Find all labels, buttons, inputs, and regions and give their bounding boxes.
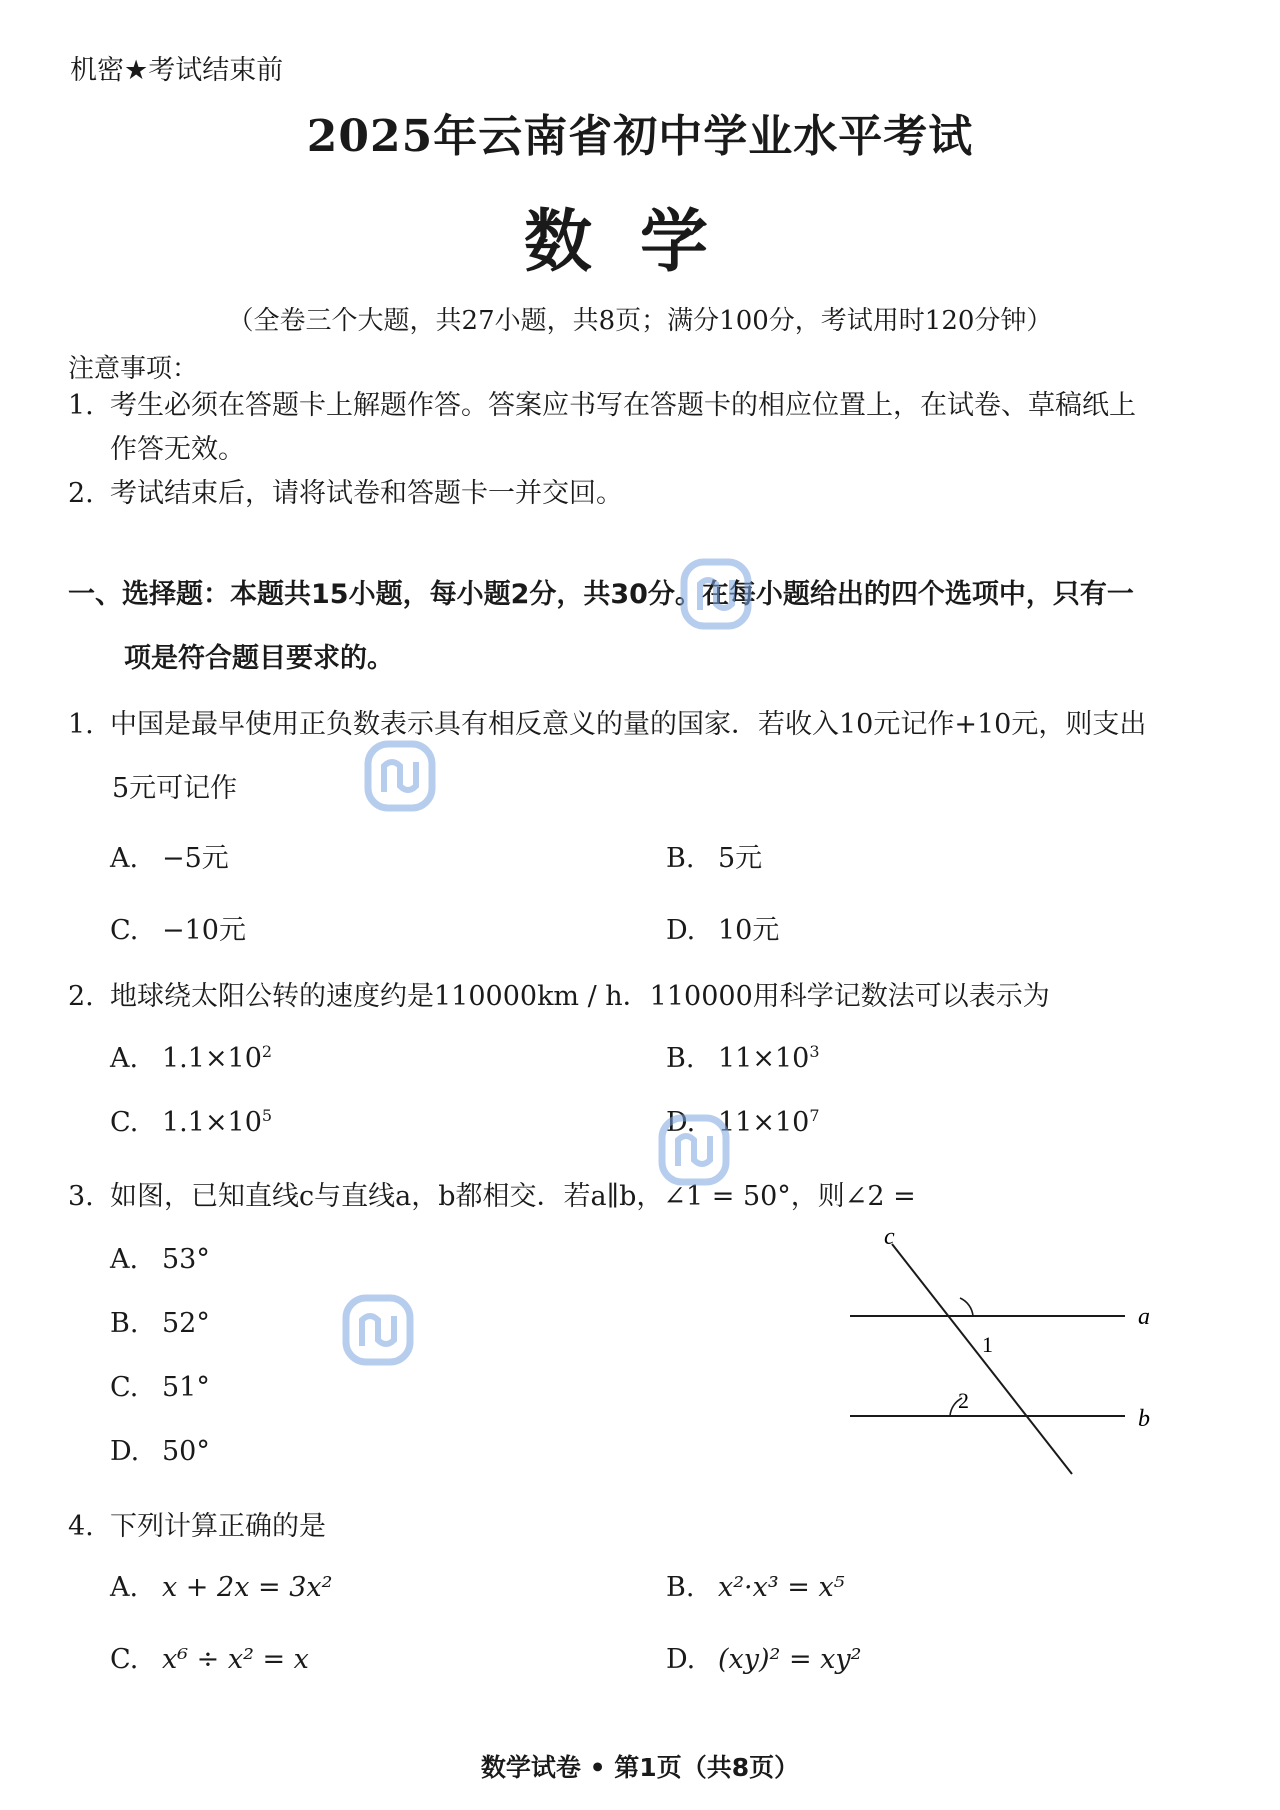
option-text: 51° [162,1372,210,1403]
option-text: 1.1×10 [162,1107,262,1138]
question-text: 下列计算正确的是 [110,1511,326,1542]
exam-title: 2025年云南省初中学业水平考试 [306,111,974,162]
option-text: −10元 [162,915,246,946]
question-number: 2. [68,981,94,1012]
option-b [666,836,762,875]
option-exponent: 3 [809,1042,820,1061]
label-angle-2: 2 [958,1388,969,1413]
label-angle-1: 1 [982,1332,993,1357]
page-footer: 数学试卷 • 第1页（共8页） [480,1753,800,1782]
option-label: C. [110,1644,139,1675]
watermark-logo-icon [676,554,756,634]
option-label: A. [110,1572,139,1603]
angle-1-arc [960,1298,973,1316]
question-text-continued: 5元可记作 [112,773,238,804]
watermark-logo-icon [654,1110,734,1190]
option-label: D. [110,1436,140,1467]
option-text: 1.1×10 [162,1043,262,1074]
option-d [666,1644,861,1675]
option-label: D. [666,915,696,946]
question-number: 4. [68,1511,94,1542]
note-text: 考生必须在答题卡上解题作答。答案应书写在答题卡的相应位置上，在试卷、草稿纸上 [110,390,1136,421]
option-text: 53° [162,1244,210,1275]
question-number: 3. [68,1181,94,1212]
option-exponent: 7 [809,1106,820,1125]
option-c [110,1106,272,1138]
note-text-continued: 作答无效。 [110,434,245,465]
question-text: 如图，已知直线c与直线a，b都相交．若a∥b，∠1 = 50°，则∠2 = [110,1181,916,1212]
option-label: C. [110,915,139,946]
option-text: 10元 [718,915,780,946]
question-4 [68,1504,1228,1543]
option-b [666,1572,845,1603]
note-item [68,472,1218,516]
option-text: (xy)² = xy² [718,1644,862,1675]
watermark-logo-icon [338,1290,418,1370]
option-label: C. [110,1107,139,1138]
option-label: B. [666,1572,695,1603]
label-a: a [1138,1304,1150,1330]
question-number: 1. [68,709,94,740]
question-text: 地球绕太阳公转的速度约是110000km / h．110000用科学记数法可以表示为 [110,981,1050,1012]
note-item [68,384,1218,472]
option-exponent: 5 [261,1106,273,1125]
question-2 [68,974,1228,1013]
note-text: 考试结束后，请将试卷和答题卡一并交回。 [110,478,623,509]
option-label: A. [110,1244,139,1275]
option-label: D. [666,1107,696,1138]
option-label: A. [110,1043,139,1074]
question-3 [68,1174,1228,1213]
label-c: c [884,1228,895,1250]
option-b [110,1308,210,1339]
option-text: x⁶ ÷ x² = x [162,1644,309,1675]
option-a [110,1042,272,1074]
exam-info: （全卷三个大题，共27小题，共8页；满分100分，考试用时120分钟） [227,306,1053,336]
confidential-label: 机密★考试结束前 [70,55,284,86]
label-b: b [1138,1406,1150,1432]
option-text: x²·x³ = x⁵ [718,1572,845,1603]
option-d [666,908,779,947]
option-text: x + 2x = 3x² [162,1572,333,1603]
line-c [892,1244,1072,1474]
option-label: B. [666,1043,695,1074]
option-text: 50° [162,1436,210,1467]
option-a [110,1244,210,1275]
option-d [110,1436,210,1467]
section-heading: 一、选择题：本题共15小题，每小题2分，共30分。在每小题给出的四个选项中，只有一 [68,579,1134,610]
watermark-logo-icon [360,736,440,816]
question-1 [68,702,1228,741]
option-label: C. [110,1372,139,1403]
option-exponent: 2 [261,1042,273,1061]
option-label: B. [666,843,695,874]
option-text: 11×10 [718,1107,810,1138]
notes-heading: 注意事项： [68,354,199,384]
option-b [666,1042,820,1074]
option-a [110,836,229,875]
option-c [110,908,246,947]
option-label: D. [666,1644,696,1675]
option-label: A. [110,843,139,874]
option-text: 52° [162,1308,210,1339]
note-number: 1. [68,390,94,421]
section-heading-continued: 项是符合题目要求的。 [124,643,394,674]
option-text: −5元 [162,843,229,874]
parallel-lines-figure [840,1228,1180,1478]
option-text: 11×10 [718,1043,810,1074]
option-a [110,1572,332,1603]
note-number: 2. [68,478,94,509]
option-c [110,1644,309,1675]
option-label: B. [110,1308,139,1339]
option-text: 5元 [718,843,763,874]
option-c [110,1372,210,1403]
subject-title: 数学 [523,202,756,282]
question-text: 中国是最早使用正负数表示具有相反意义的量的国家．若收入10元记作+10元，则支出 [110,709,1147,740]
